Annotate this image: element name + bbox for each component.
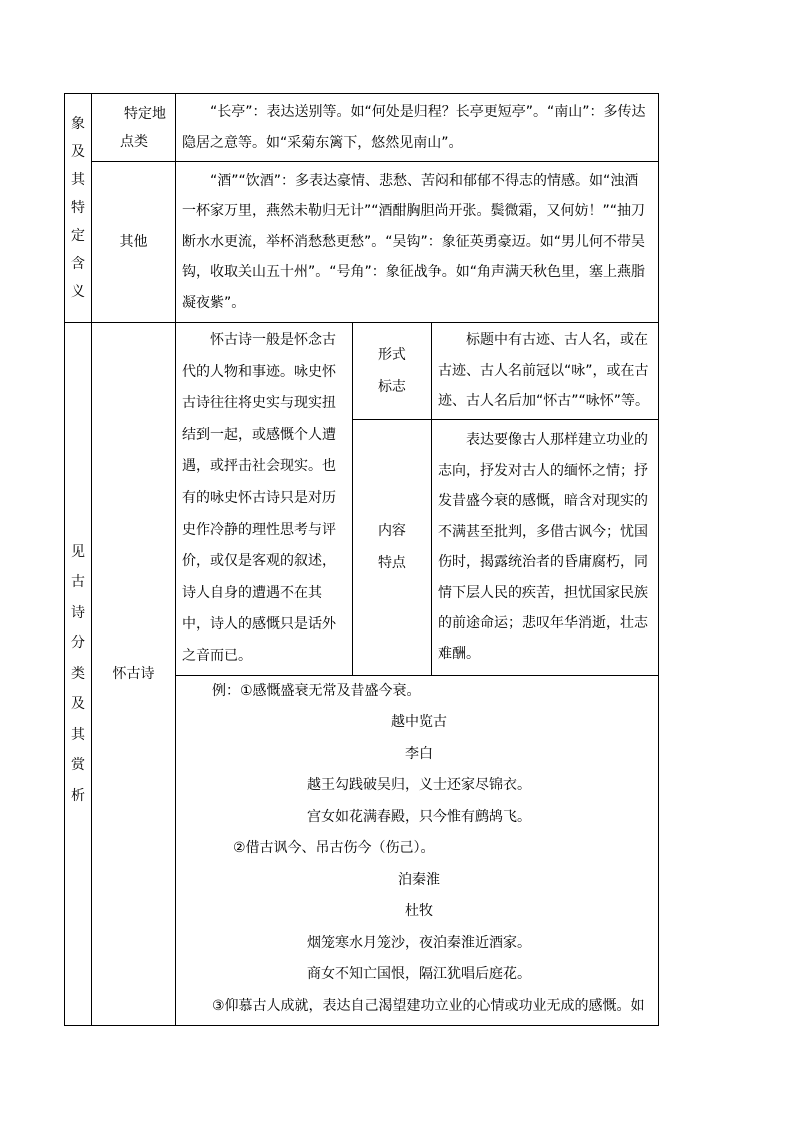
intro-text: 怀古诗一般是怀念古代的人物和事迹。咏史怀古诗往往将史实与现实扭结到一起，或感慨个人遭遇，或抨击社会现实。也有的咏史怀古诗只是对历史作冷静的理性思考与评价，或仅是客观的叙述，诗人自身的遭遇不在其中，诗人的感慨只是话外之音而已。: [182, 331, 336, 664]
form-label-cell: [352, 323, 431, 419]
table-row: [176, 323, 658, 419]
section2-vertical-label: [65, 323, 92, 1026]
poem-line: 商女不知亡国恨，隔江犹唱后庭花。: [307, 966, 531, 982]
category-line: 特定地: [124, 105, 166, 122]
examples-cell: [176, 675, 658, 1022]
intro-cell: [176, 323, 352, 675]
table-row: [176, 675, 658, 1022]
table-row: [65, 94, 659, 162]
label-char: 析: [71, 787, 85, 804]
label-char: 及: [71, 696, 85, 713]
label-char: 古: [71, 574, 85, 591]
label-char: 象: [71, 116, 85, 132]
table-row: [65, 323, 659, 1026]
category-cell: [92, 162, 176, 323]
category-line: 点类: [120, 133, 148, 150]
category-cell: [92, 94, 176, 162]
poem-author: 李白: [405, 745, 433, 762]
huaigu-content-cell: [176, 323, 659, 1026]
label-char: 义: [71, 284, 85, 300]
label-char: 其: [71, 726, 85, 743]
content-label-cell: [352, 419, 431, 675]
label-char: 分: [71, 635, 85, 652]
label-char: 及: [71, 144, 85, 160]
form-label-line: 形式: [377, 346, 406, 363]
content-label-line: 内容: [377, 523, 406, 539]
example-heading: 例：①感慨盛衰无常及昔盛今衰。: [212, 682, 421, 699]
poem-line: 烟笼寒水月笼沙，夜泊秦淮近酒家。: [307, 934, 531, 951]
example-heading: ②借古讽今、吊古伤今（伤己）。: [233, 840, 435, 856]
category-cell: [92, 323, 176, 1026]
form-label-line: 标志: [377, 378, 406, 395]
inner-table: [176, 323, 658, 1022]
examples-block: [176, 676, 658, 1023]
label-char: 赏: [71, 757, 85, 774]
example-heading: ③仰慕古人成就，表达自己渴望建功立业的心情或功业无成的感慨。如: [212, 997, 645, 1014]
label-char: 类: [71, 665, 85, 682]
content-text: “长亭”：表达送别等。如“何处是归程？长亭更短亭”。“南山”：多传达隐居之意等。如“采菊东篱下，悠然见南山”。: [182, 104, 646, 151]
poem-author: 杜牧: [405, 903, 433, 919]
content-text: “酒”“饮酒”：多表达豪情、悲愁、苦闷和郁郁不得志的情感。如“浊酒一杯家万里，燕然未勒归无计”“酒酣胸胆尚开张。鬓微霜，又何妨！”“抽刀断水水更流，举杯消愁愁更愁”。“吴钩”：象征英勇豪迈。如“男儿何不带吴钩，收取关山五十州”。“号角”：象征战争。如“角声满天秋色里，塞上燕脂凝夜紫”。: [182, 172, 646, 311]
content-cell: [176, 162, 659, 323]
category-label: 其他: [119, 234, 148, 250]
poem-line: 宫女如花满春殿，只今惟有鹧鸪飞。: [307, 808, 531, 825]
poetry-table: [64, 93, 659, 1026]
section1-vertical-label: [65, 94, 92, 323]
poem-title: 泊秦淮: [398, 871, 440, 888]
label-char: 特: [71, 200, 85, 216]
content-text-cell: [432, 419, 658, 675]
label-char: 其: [71, 172, 85, 188]
content-label-line: 特点: [377, 555, 406, 571]
label-char: 见: [71, 543, 85, 560]
label-char: 诗: [71, 604, 85, 621]
form-text: 标题中有古迹、古人名，或在古迹、古人名前冠以“咏”，或在古迹、古人名后加“怀古”“咏怀”等。: [438, 332, 650, 409]
label-char: 定: [71, 228, 85, 244]
content-cell: [176, 94, 659, 162]
content-feature-text: 表达要像古人那样建立功业的志向，抒发对古人的缅怀之情；抒发昔盛今衰的感慨，暗含对现实的不满甚至批判，多借古讽今；忧国伤时，揭露统治者的昏庸腐朽，同情下层人民的疾苦，担忧国家民族的前途命运；悲叹年华消逝，壮志难酬。: [438, 432, 649, 662]
poem-line: 越王勾践破吴归，义士还家尽锦衣。: [307, 777, 531, 793]
category-label: 怀古诗: [112, 666, 155, 682]
poem-title: 越中览古: [391, 714, 447, 730]
form-text-cell: [432, 323, 658, 419]
table-row: [65, 162, 659, 323]
label-char: 含: [71, 256, 85, 272]
